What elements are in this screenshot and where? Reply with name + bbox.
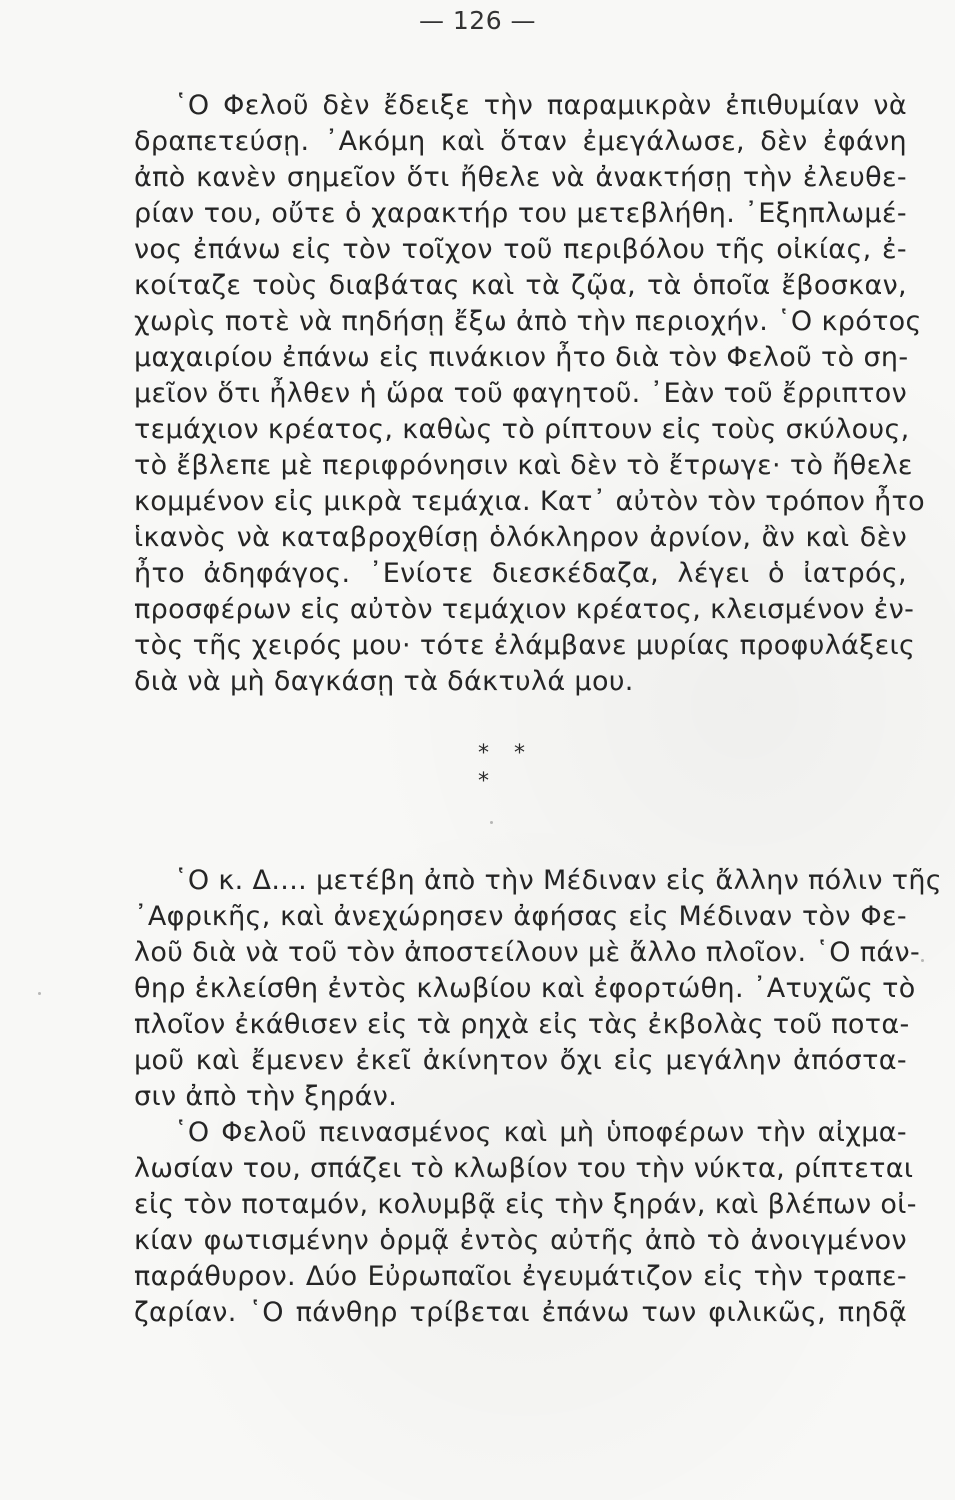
page-number: — 126 — — [418, 6, 537, 35]
text-line: λωσίαν του, σπάζει τὸ κλωβίον του τὴν νύκτα, ρίπτεται — [134, 1153, 914, 1184]
text-line: λοῦ διὰ νὰ τοῦ τὸν ἀποστείλουν μὲ ἄλλο πλοῖον. ῾Ο πάν- — [134, 937, 921, 968]
text-line: ζαρίαν. ῾Ο πάνθηρ τρίβεται ἐπάνω των φιλικῶς, πηδᾷ — [134, 1297, 907, 1328]
text-line: εἰς τὸν ποταμόν, κολυμβᾷ εἰς τὴν ξηράν, καὶ βλέπων οἰ- — [134, 1189, 917, 1220]
scan-speck — [38, 992, 41, 995]
text-line: ἦτο ἀδηφάγος. ᾿Ενίοτε διεσκέδαζα, λέγει ὁ ἰατρός, — [134, 558, 907, 589]
text-line: μαχαιρίου ἐπάνω εἰς πινάκιον ἦτο διὰ τὸν Φελοῦ τὸ ση- — [134, 342, 909, 373]
text-line: μοῦ καὶ ἔμενεν ἐκεῖ ἀκίνητον ὄχι εἰς μεγάλην ἀπόστα- — [134, 1045, 907, 1076]
text-line: ῾Ο Φελοῦ δὲν ἔδειξε τὴν παραμικρὰν ἐπιθυμίαν νὰ — [174, 90, 907, 121]
text-line: ἀπὸ κανὲν σημεῖον ὅτι ἤθελε νὰ ἀνακτήσῃ τὴν ἐλευθε- — [134, 162, 907, 193]
text-line: πλοῖον ἐκάθισεν εἰς τὰ ρηχὰ εἰς τὰς ἐκβολὰς τοῦ ποτα- — [134, 1009, 910, 1040]
text-line: ᾿Αφρικῆς, καὶ ἀνεχώρησεν ἀφήσας εἰς Μέδιναν τὸν Φε- — [134, 901, 907, 932]
text-line: διὰ νὰ μὴ δαγκάσῃ τὰ δάκτυλά μου. — [134, 666, 634, 697]
text-line: ρίαν του, οὔτε ὁ χαρακτήρ του μετεβλήθη. ᾿Εξηπλωμέ- — [134, 198, 907, 229]
text-line: ῾Ο Φελοῦ πεινασμένος καὶ μὴ ὑποφέρων τὴν αἰχμα- — [174, 1117, 907, 1148]
scan-speck — [921, 959, 924, 962]
text-line: κοίταζε τοὺς διαβάτας καὶ τὰ ζῷα, τὰ ὁποῖα ἔβοσκαν, — [134, 270, 907, 301]
text-line: κομμένον εἰς μικρὰ τεμάχια. Κατ᾿ αὐτὸν τὸν τρόπον ἦτο — [134, 486, 926, 517]
text-line: παράθυρον. Δύο Εὐρωπαῖοι ἐγευμάτιζον εἰς τὴν τραπε- — [134, 1261, 907, 1292]
text-line: προσφέρων εἰς αὐτὸν τεμάχιον κρέατος, κλεισμένον ἐν- — [134, 594, 915, 625]
text-line: νος ἐπάνω εἰς τὸν τοῖχον τοῦ περιβόλου τῆς οἰκίας, ἐ- — [134, 234, 907, 265]
text-line: δραπετεύσῃ. ᾿Ακόμη καὶ ὅταν ἐμεγάλωσε, δὲν ἐφάνη — [134, 126, 907, 157]
text-line: χωρὶς ποτὲ νὰ πηδήσῃ ἔξω ἀπὸ τὴν περιοχήν. ῾Ο κρότος — [134, 306, 922, 337]
text-line: τὸ ἔβλεπε μὲ περιφρόνησιν καὶ δὲν τὸ ἔτρωγε· τὸ ἤθελε — [134, 450, 913, 481]
text-line: τὸς τῆς χειρός μου· τότε ἐλάμβανε μυρίας προφυλάξεις — [134, 630, 916, 661]
scan-speck — [490, 821, 493, 824]
text-line: ῾Ο κ. Δ.... μετέβη ἀπὸ τὴν Μέδιναν εἰς ἄλλην πόλιν τῆς — [174, 865, 942, 896]
text-line: ἱκανὸς νὰ καταβροχθίσῃ ὁλόκληρον ἀρνίον, ἂν καὶ δὲν — [134, 522, 907, 553]
text-line: σιν ἀπὸ τὴν ξηράν. — [134, 1081, 398, 1112]
text-line: θηρ ἐκλείσθη ἐντὸς κλωβίου καὶ ἐφορτώθη. ᾿Ατυχῶς τὸ — [134, 973, 916, 1004]
section-ornament: * * * — [478, 741, 534, 794]
text-line: κίαν φωτισμένην ὁρμᾷ ἐντὸς αὐτῆς ἀπὸ τὸ ἀνοιγμένον — [134, 1225, 907, 1256]
text-line: μεῖον ὅτι ἦλθεν ἡ ὥρα τοῦ φαγητοῦ. ᾿Εὰν τοῦ ἔρριπτον — [134, 378, 907, 409]
text-line: τεμάχιον κρέατος, καθὼς τὸ ρίπτουν εἰς τοὺς σκύλους, — [134, 414, 910, 445]
